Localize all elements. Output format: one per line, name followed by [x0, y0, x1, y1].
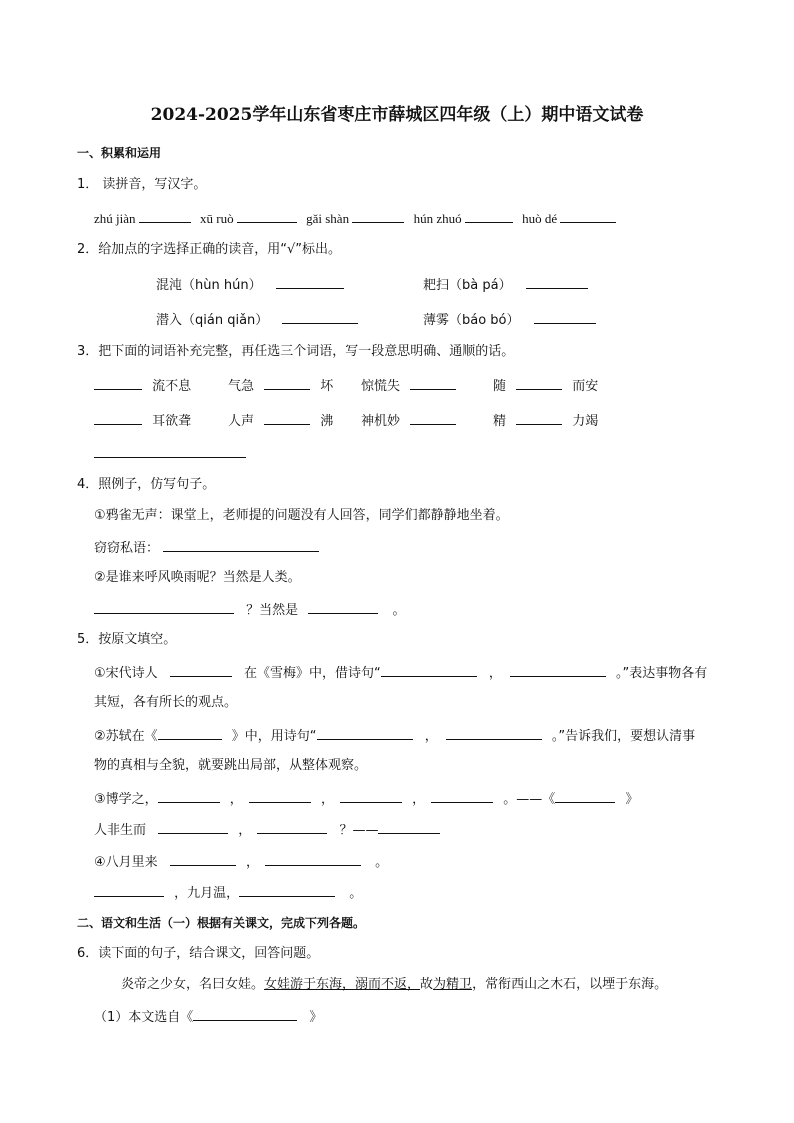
- answer-blank[interactable]: [381, 663, 477, 677]
- answer-blank[interactable]: [239, 883, 335, 897]
- answer-blank[interactable]: [158, 726, 222, 740]
- idiom-text: 人声: [228, 414, 255, 429]
- fill-text: ，: [229, 792, 243, 807]
- question-5-part-4-line-2: [94, 883, 362, 903]
- answer-blank[interactable]: [158, 789, 220, 803]
- answer-blank[interactable]: [265, 852, 361, 866]
- answer-blank[interactable]: [94, 444, 246, 458]
- answer-blank[interactable]: [276, 275, 344, 289]
- fill-text: ③博学之，: [94, 792, 158, 807]
- answer-blank[interactable]: [410, 411, 456, 425]
- item-text: 耙扫（bà pá）: [423, 278, 512, 293]
- fill-text: ④八月里来: [94, 855, 158, 870]
- idiom-4: [493, 376, 598, 396]
- pinyin-1: zhú jiàn: [94, 211, 136, 226]
- answer-blank[interactable]: [139, 209, 191, 223]
- answer-blank[interactable]: [237, 209, 297, 223]
- answer-blank[interactable]: [308, 600, 378, 614]
- idiom-3: [361, 376, 456, 396]
- idiom-text: 耳欲聋: [152, 414, 192, 429]
- answer-blank[interactable]: [158, 820, 228, 834]
- answer-blank[interactable]: [193, 1007, 297, 1021]
- passage-text: 故: [420, 977, 434, 992]
- answer-blank[interactable]: [264, 411, 310, 425]
- item-text: 混沌（hùn hún）: [156, 278, 262, 293]
- fill-text: 在《雪梅》中，借诗句“: [243, 666, 381, 681]
- answer-blank[interactable]: [510, 663, 606, 677]
- prompt-text: 窃窃私语：: [94, 541, 160, 556]
- page-title: 2024-2025学年山东省枣庄市薛城区四年级（上）期中语文试卷: [150, 105, 644, 125]
- answer-blank[interactable]: [170, 852, 236, 866]
- answer-blank[interactable]: [94, 411, 142, 425]
- pinyin-4: hún zhuó: [413, 211, 462, 226]
- item-text: 潜入（qián qiǎn）: [156, 313, 269, 328]
- question-5-part-3-line-1: [94, 789, 638, 809]
- passage-text: 炎帝之少女，名曰女娃。: [121, 977, 265, 992]
- answer-blank[interactable]: [249, 789, 311, 803]
- answer-blank[interactable]: [352, 209, 404, 223]
- idiom-text: 神机妙: [361, 414, 401, 429]
- pinyin-2: xū ruò: [200, 211, 234, 226]
- fill-text: 。——《: [503, 792, 556, 807]
- answer-blank[interactable]: [516, 411, 562, 425]
- section-heading-2: 二、语文和生活（一）根据有关课文，完成下列各题。: [77, 916, 366, 930]
- idiom-text: 随: [493, 379, 507, 394]
- question-6-passage: [121, 976, 667, 994]
- question-4-prompt-2: [94, 600, 405, 620]
- idiom-text: 而安: [572, 379, 599, 394]
- idiom-text: 惊慌失: [361, 379, 401, 394]
- question-5-part-4-line-1: [94, 852, 388, 872]
- idiom-text: 精: [493, 414, 507, 429]
- answer-blank[interactable]: [516, 376, 562, 390]
- question-6-stem: 6．读下面的句子，结合课文，回答问题。: [77, 946, 320, 961]
- fill-text: 。: [349, 886, 363, 901]
- idiom-text: 沸: [320, 414, 334, 429]
- question-2-item-4: [423, 310, 596, 330]
- answer-blank[interactable]: [282, 310, 358, 324]
- question-5-stem: 5．按原文填空。: [77, 632, 177, 647]
- fill-text: ，: [238, 823, 252, 838]
- fill-text: ，: [320, 792, 334, 807]
- idiom-5: [94, 411, 191, 431]
- question-6-sub-1: [94, 1007, 322, 1027]
- idiom-text: 流不息: [152, 379, 192, 394]
- fill-text: ①宋代诗人: [94, 666, 158, 681]
- answer-blank[interactable]: [410, 376, 456, 390]
- answer-blank[interactable]: [431, 789, 493, 803]
- answer-blank[interactable]: [170, 663, 232, 677]
- pinyin-3: gǎi shàn: [306, 211, 350, 226]
- idiom-6: [228, 411, 333, 431]
- fill-text: 。”表达事物各有: [615, 666, 708, 681]
- idiom-7: [361, 411, 456, 431]
- question-2-item-2: [423, 275, 588, 295]
- answer-blank[interactable]: [264, 376, 310, 390]
- passage-text: ，常衔西山之木石，以堙于东海。: [472, 977, 668, 992]
- section-heading-1: 一、积累和运用: [77, 146, 162, 160]
- pinyin-5: huò dé: [522, 211, 558, 226]
- passage-underlined: 为精卫: [433, 977, 473, 992]
- answer-blank[interactable]: [317, 726, 413, 740]
- question-2-item-1: [156, 275, 344, 295]
- answer-blank[interactable]: [163, 538, 319, 552]
- question-5-part-3-line-2: [94, 820, 440, 840]
- answer-blank[interactable]: [534, 310, 596, 324]
- answer-blank[interactable]: [446, 726, 542, 740]
- item-text: 薄雾（báo bó）: [423, 313, 520, 328]
- idiom-text: 力竭: [572, 414, 599, 429]
- answer-blank[interactable]: [94, 600, 234, 614]
- idiom-2: [228, 376, 333, 396]
- answer-blank[interactable]: [340, 789, 402, 803]
- answer-blank[interactable]: [378, 820, 440, 834]
- question-5-part-2-line-2: 物的真相与全貌，就要跳出局部，从整体观察。: [94, 758, 368, 773]
- fill-text: 》中，用诗句“: [231, 729, 317, 744]
- question-1-pinyin-row: [94, 209, 616, 228]
- question-4-prompt-1: [94, 538, 319, 558]
- fill-text: ，: [245, 855, 259, 870]
- fill-text: 。”告诉我们，要想认清事: [551, 729, 696, 744]
- idiom-text: 气急: [228, 379, 255, 394]
- question-4-example-1: ①鸦雀无声：课堂上，老师提的问题没有人回答，同学们都静静地坐着。: [94, 508, 509, 523]
- idiom-8: [493, 411, 598, 431]
- answer-blank[interactable]: [257, 820, 327, 834]
- fill-text: （1）本文选自《: [94, 1010, 194, 1025]
- question-5-part-1-line-2: 其短，各有所长的观点。: [94, 695, 238, 710]
- fill-text: 。: [375, 855, 389, 870]
- answer-blank[interactable]: [526, 275, 588, 289]
- fill-text: ，九月温，: [174, 886, 240, 901]
- question-2-item-3: [156, 310, 358, 330]
- question-3-stem: 3．把下面的词语补充完整，再任选三个词语，写一段意思明确、通顺的话。: [77, 344, 515, 359]
- fill-text: 》: [309, 1010, 323, 1025]
- fill-text: ？——: [339, 823, 379, 838]
- answer-blank[interactable]: [560, 209, 616, 223]
- question-2-stem: 2．给加点的字选择正确的读音，用“√”标出。: [77, 242, 342, 257]
- prompt-text: 。: [392, 603, 406, 618]
- fill-text: ②苏轼在《: [94, 729, 158, 744]
- fill-text: ，: [412, 792, 426, 807]
- answer-blank[interactable]: [555, 789, 615, 803]
- answer-blank[interactable]: [465, 209, 513, 223]
- fill-text: ，: [424, 729, 438, 744]
- question-4-stem: 4．照例子，仿写句子。: [77, 477, 216, 492]
- question-5-part-2-line-1: [94, 726, 695, 746]
- answer-blank[interactable]: [94, 376, 142, 390]
- prompt-text: ？当然是: [246, 603, 299, 618]
- fill-text: 》: [625, 792, 639, 807]
- passage-underlined: 女娃游于东海，溺而不返，: [264, 977, 421, 992]
- question-3-paragraph-line[interactable]: [94, 444, 246, 464]
- question-1-stem: 1． 读拼音，写汉字。: [77, 177, 207, 192]
- answer-blank[interactable]: [94, 883, 164, 897]
- idiom-text: 坏: [320, 379, 334, 394]
- question-4-example-2: ②是谁来呼风唤雨呢？当然是人类。: [94, 570, 301, 585]
- question-5-part-1-line-1: [94, 663, 707, 683]
- fill-text: 人非生而: [94, 823, 147, 838]
- fill-text: ，: [488, 666, 502, 681]
- idiom-1: [94, 376, 191, 396]
